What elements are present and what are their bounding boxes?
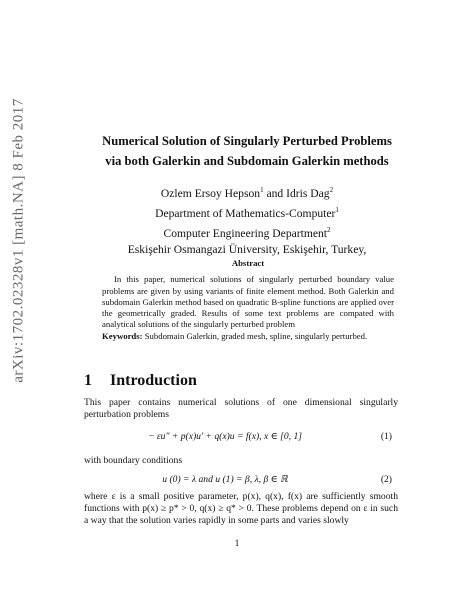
section-number: 1 (84, 372, 92, 389)
section-heading (84, 372, 197, 390)
section-title: Introduction (110, 372, 197, 389)
affiliation-3: Eskişehir Osmangazi Üniversity, Eskişehir, Turkey, (127, 242, 367, 256)
abstract-body: In this paper, numerical solutions of singularly perturbed boundary value problems are given by using variants of finite element method. Both Galerkin and subdomain Galerkin method based on quadratic B-spline functions are applied over the geometrically graded. Results of some text problems are compated with analytical solutions of the singularly perturbed problem (102, 274, 394, 330)
intro-paragraph-1: This paper contains numerical solutions of one dimensional singularly perturbation problems (84, 397, 398, 420)
keywords-text: Subdomain Galerkin, graded mesh, spline, singularly perturbed. (142, 330, 368, 341)
author-block (60, 182, 434, 258)
intro-paragraph-2: with boundary conditions (84, 455, 183, 466)
keywords (102, 331, 394, 342)
author-name-second: and Idris Dag (263, 186, 330, 200)
abstract-heading: Abstract (231, 258, 265, 268)
author-affil-marker-first: 1 (260, 186, 264, 194)
equation-1-body: − εu″ + p(x)u′ + q(x)u = f(x), x ∈ [0, 1] (148, 431, 302, 442)
paper-title-line-2: via both Galerkin and Subdomain Galerkin methods (105, 154, 389, 168)
equation-1-number: (1) (380, 431, 392, 442)
paper-title-line-1: Numerical Solution of Singularly Perturbed Problems (102, 134, 392, 148)
paper-title (60, 131, 434, 171)
keywords-label: Keywords: (102, 330, 143, 341)
page-number: 1 (234, 538, 240, 549)
author-name-first: Ozlem Ersoy Hepson (160, 186, 261, 200)
abstract (102, 258, 394, 342)
affiliation-2: Computer Engineering Department$^2$ (163, 225, 331, 240)
intro-paragraph-3: where ε is a small positive parameter, p(x), q(x), f(x) are sufficiently smooth functions with p(x) ≥ p* > 0, q(x) ≥ q* > 0. These problems depend on ε in such a way that the solution varies rapidly in some parts and varies slowly (84, 491, 398, 526)
arxiv-identifier-text: arXiv:1702.02328v1 [math.NA] 8 Feb 2017 (10, 97, 27, 383)
equation-2-number: (2) (380, 474, 392, 485)
arxiv-identifier-stamp (2, 90, 36, 390)
author-names (60, 182, 434, 202)
affiliation-1: Department of Mathematics-Computer$^1$ (155, 205, 339, 220)
author-affil-marker-second: 2 (329, 186, 334, 194)
equation-2-body: u (0) = λ and u (1) = β, λ, β ∈ ℝ (162, 474, 288, 485)
